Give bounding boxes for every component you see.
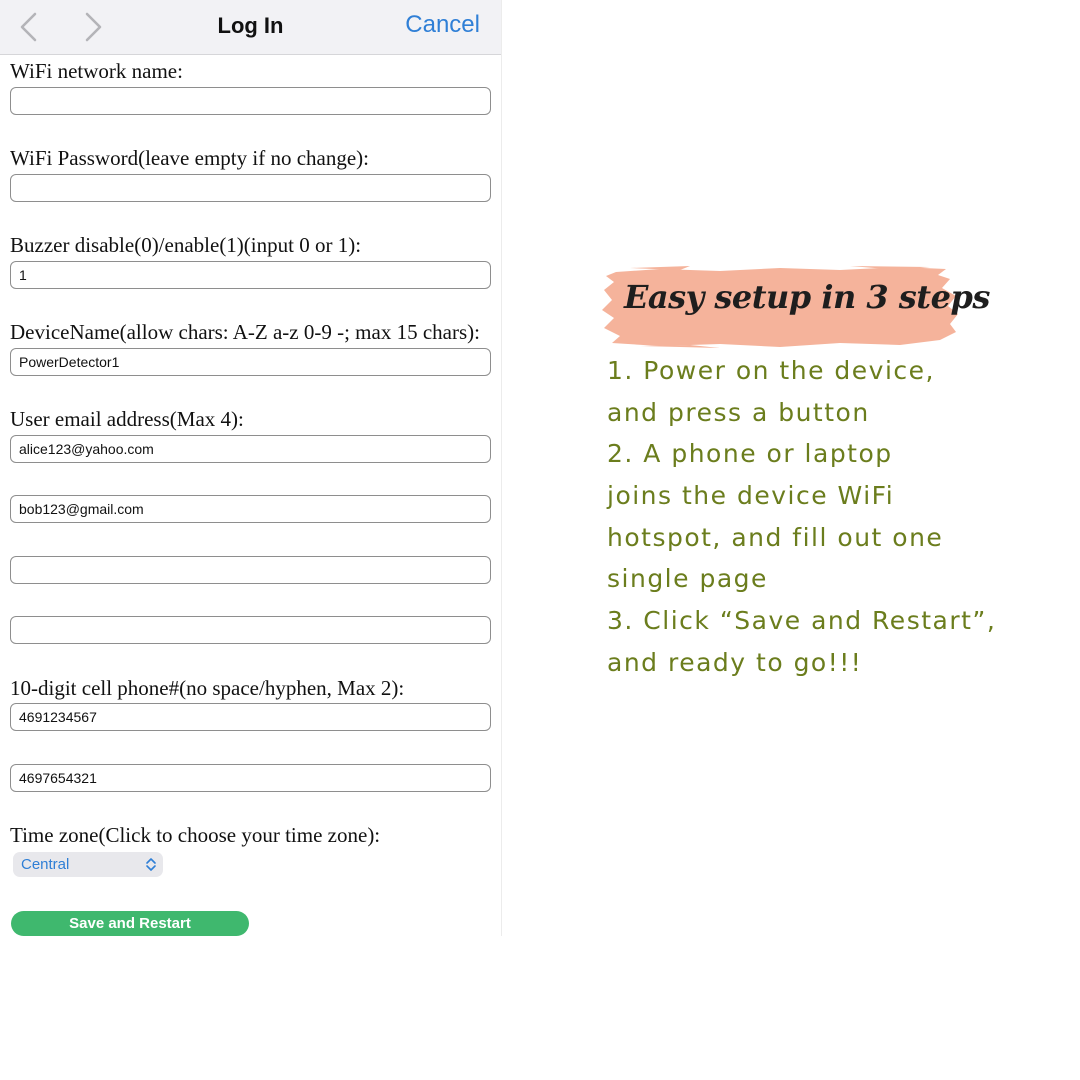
setup-steps (607, 350, 1067, 684)
phone-label: 10-digit cell phone#(no space/hyphen, Max 2): (10, 676, 405, 700)
phone-field-2[interactable]: 4697654321 (10, 764, 491, 792)
step-line: 2. A phone or laptop (607, 439, 893, 469)
step-line: 1. Power on the device, (607, 356, 935, 385)
cancel-button[interactable]: Cancel (405, 11, 480, 38)
email-field-1[interactable]: alice123@yahoo.com (10, 435, 491, 463)
email-field-3[interactable] (10, 556, 491, 584)
email-label: User email address(Max 4): (10, 407, 244, 431)
wifi-password-input[interactable] (10, 174, 491, 202)
phone-field-1[interactable]: 4691234567 (10, 703, 491, 731)
promo-title: Easy setup in 3 steps (624, 278, 990, 316)
navigation-bar (0, 0, 501, 55)
chevron-right-icon[interactable] (76, 10, 110, 44)
step-line: and press a button (607, 397, 870, 427)
device-name-label: DeviceName(allow chars: A-Z a-z 0-9 -; max 15 chars): (10, 320, 480, 344)
timezone-select[interactable] (13, 852, 163, 877)
device-name-input[interactable]: PowerDetector1 (10, 348, 491, 376)
buzzer-input[interactable]: 1 (10, 261, 491, 289)
chevron-left-icon[interactable] (12, 10, 46, 44)
chevron-up-down-icon (145, 857, 157, 872)
step-line: and ready to go!!! (607, 647, 863, 677)
phone-screen (0, 0, 502, 936)
step-line: 3. Click “Save and Restart”, (607, 606, 997, 636)
wifi-name-label: WiFi network name: (10, 59, 183, 83)
save-and-restart-button[interactable]: Save and Restart (11, 911, 249, 936)
page-title: Log In (217, 13, 284, 38)
wifi-name-input[interactable] (10, 87, 491, 115)
step-line: hotspot, and fill out one (607, 522, 944, 552)
email-field-4[interactable] (10, 616, 491, 644)
step-line: joins the device WiFi (607, 481, 895, 511)
email-field-2[interactable]: bob123@gmail.com (10, 495, 491, 523)
buzzer-label: Buzzer disable(0)/enable(1)(input 0 or 1): (10, 233, 362, 257)
timezone-selected-value: Central (21, 856, 70, 873)
timezone-label: Time zone(Click to choose your time zone): (10, 823, 381, 847)
step-line: single page (607, 564, 768, 594)
wifi-password-label: WiFi Password(leave empty if no change): (10, 146, 369, 170)
